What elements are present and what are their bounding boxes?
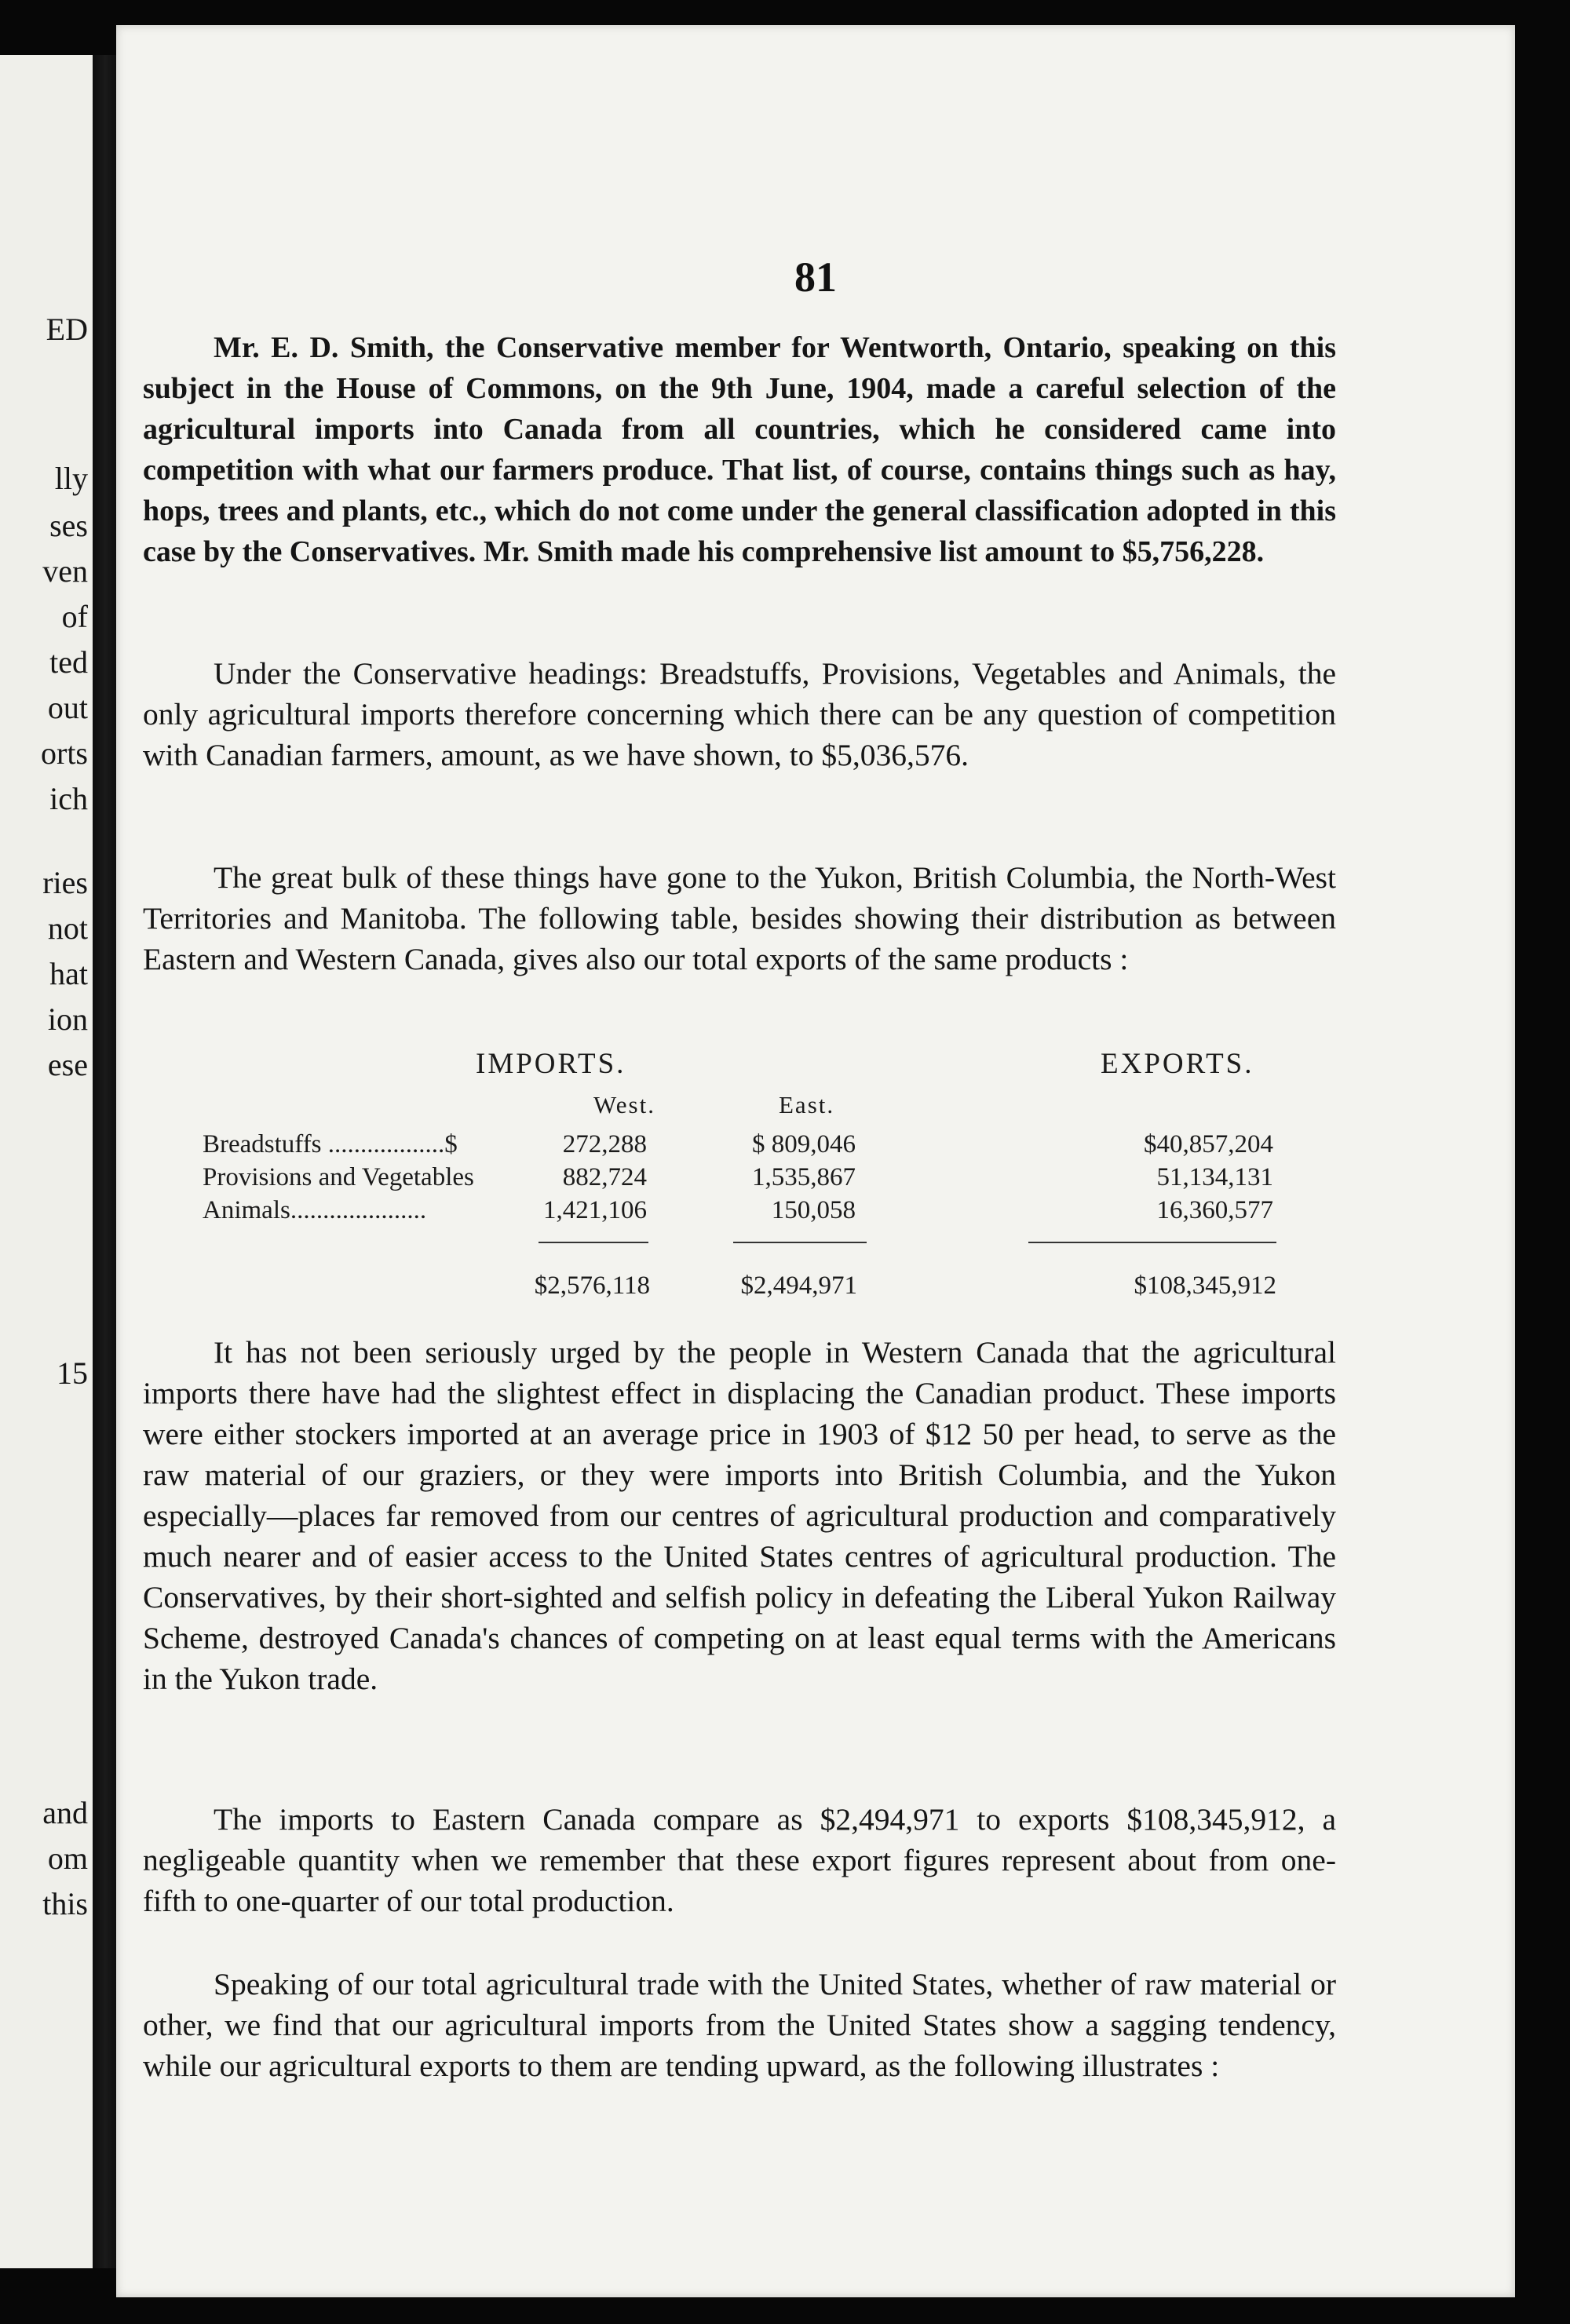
prev-page-fragment: orts [41, 735, 88, 771]
prev-page-fragment: 15 [57, 1355, 88, 1391]
prev-page-fragment: ven [42, 553, 88, 589]
row-label: Breadstuffs ..................$ [203, 1130, 458, 1158]
imports-heading: IMPORTS. [476, 1048, 626, 1080]
prev-page-fragment: om [47, 1841, 88, 1876]
prev-page-fragment: hat [49, 956, 88, 991]
paragraph-smith-speech: Mr. E. D. Smith, the Conservative member for Wentworth, Ontario, speaking on this subject in the House of Commons, on the 9th June, 1904, made a careful selection of the agricultural imports into Canada from all countries, which he considered came into competition with what our farmers produce. That list, of course, contains things such as hay, hops, trees and plants, etc., which do not come under the general classification adopted in this case by the Conservatives. Mr. Smith made his comprehensive list amount to $5,756,228. [143, 331, 1336, 568]
paragraph-western-canada: It has not been seriously urged by the people in Western Canada that the agricultural imports there have had the slightest effect in displacing the Canadian product. These imports were either stockers imported at an average price in 1903 of $12 50 per head, to serve as the raw material of our graziers, or they were imports into British Columbia, and the Yukon especially—places far removed from our centres of agricultural production and comparatively much nearer and of easier access to the United States centres of agricultural production. The Conservatives, by their short-sighted and selfish policy in defeating the Liberal Yukon Railway Scheme, destroyed Canada's chances of competing on at least equal terms with the Americans in the Yukon trade. [143, 1335, 1336, 1696]
row-label: Animals..................... [203, 1196, 427, 1224]
row-east-value: 150,058 [771, 1196, 856, 1224]
document-page [116, 25, 1515, 2297]
east-total: $2,494,971 [740, 1271, 857, 1300]
row-east-value: 1,535,867 [752, 1163, 856, 1191]
west-total: $2,576,118 [534, 1271, 650, 1300]
paragraph-united-states-trade: Speaking of our total agricultural trade with the United States, whether of raw material or other, we find that our agricultural imports from the United States show a sagging tendency, while our agricultural exports to them are tending upward, as the following illustrates : [143, 1967, 1336, 2083]
row-west-value: 272,288 [562, 1130, 647, 1158]
west-column-heading: West. [593, 1091, 655, 1118]
prev-page-fragment: not [47, 910, 88, 946]
east-column-heading: East. [779, 1091, 835, 1118]
exports-total-rule [1028, 1242, 1276, 1243]
page-number: 81 [794, 254, 837, 301]
prev-page-fragment: ich [49, 781, 88, 816]
paragraph-conservative-headings: Under the Conservative headings: Breadstuffs, Provisions, Vegetables and Animals, the only agricultural imports therefore concerning which there can be any question of competition with Canadian farmers, amount, as we have shown, to $5,036,576. [143, 656, 1336, 772]
paragraph-distribution: The great bulk of these things have gone to the Yukon, British Columbia, the North-West Territories and Manitoba. The following table, besides showing their distribution as between Eastern and Western Canada, gives also our total exports of the same products : [143, 860, 1336, 976]
west-total-rule [539, 1242, 648, 1243]
row-west-value: 882,724 [562, 1163, 647, 1191]
prev-page-fragment: lly [54, 461, 88, 496]
paragraph-eastern-canada: The imports to Eastern Canada compare as $2,494,971 to exports $108,345,912, a negligeable quantity when we remember that these export figures represent about from one-fifth to one-quarter of our total production. [143, 1802, 1336, 1918]
exports-heading: EXPORTS. [1101, 1048, 1254, 1080]
previous-page-margin [0, 55, 93, 2268]
row-label: Provisions and Vegetables [203, 1163, 474, 1191]
prev-page-fragment: ries [42, 865, 88, 900]
prev-page-fragment: ion [47, 1001, 88, 1037]
imports-exports-table [203, 1045, 1333, 1320]
prev-page-fragment: ese [47, 1047, 88, 1082]
prev-page-fragment: of [61, 599, 88, 634]
row-exports-value: 16,360,577 [1156, 1196, 1273, 1224]
exports-total: $108,345,912 [1134, 1271, 1276, 1300]
row-exports-value: $40,857,204 [1144, 1130, 1273, 1158]
east-total-rule [733, 1242, 867, 1243]
prev-page-fragment: out [47, 690, 88, 725]
row-exports-value: 51,134,131 [1156, 1163, 1273, 1191]
prev-page-fragment: ses [49, 508, 88, 543]
prev-page-fragment: ted [49, 644, 88, 680]
row-west-value: 1,421,106 [543, 1196, 647, 1224]
prev-page-fragment: ED [46, 312, 88, 347]
row-east-value: $ 809,046 [752, 1130, 856, 1158]
prev-page-fragment: this [42, 1886, 88, 1921]
prev-page-fragment: and [42, 1795, 88, 1830]
